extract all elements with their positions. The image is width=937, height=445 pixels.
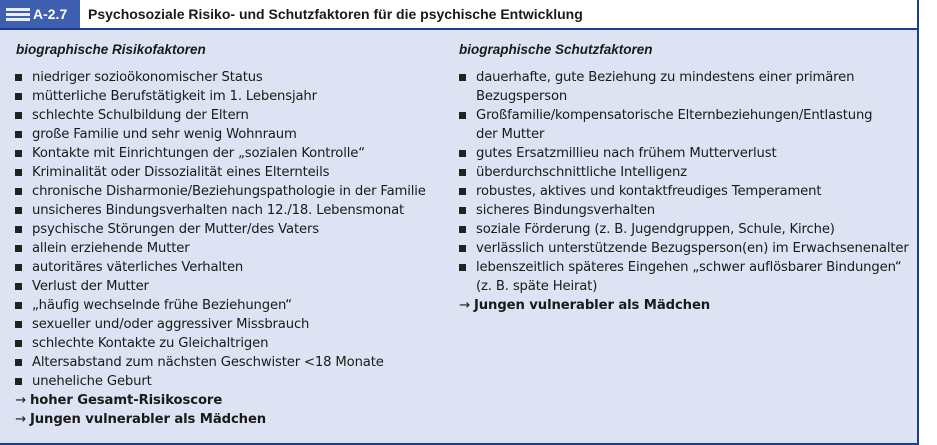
list-item: lebenszeitlich späteres Eingehen „schwer auflösbarer Bindungen“ [459,258,909,277]
list-item: Großfamilie/kompensatorische Elternbeziehungen/Entlastung [459,106,909,125]
list-item: soziale Förderung (z. B. Jugendgruppen, Schule, Kirche) [459,220,909,239]
bullet-icon [15,340,22,347]
bullet-icon [15,169,22,176]
bullet-icon [15,226,22,233]
protective-factors-column [459,40,909,315]
bullet-icon [459,150,466,157]
arrow-icon: → [459,298,470,313]
bullet-icon [15,207,22,214]
list-item: große Familie und sehr wenig Wohnraum [15,125,445,144]
list-item: überdurchschnittliche Intelligenz [459,163,909,182]
protective-factors-heading: biographische Schutzfaktoren [459,42,653,57]
list-item-continuation: Bezugsperson [476,89,568,104]
bullet-icon [15,188,22,195]
list-item: unsicheres Bindungsverhalten nach 12./18. Lebensmonat [15,201,445,220]
list-item: Kontakte mit Einrichtungen der „sozialen Kontrolle“ [15,144,445,163]
bullet-icon [459,169,466,176]
risk-factors-column [15,40,445,429]
list-item: chronische Disharmonie/Beziehungspathologie in der Familie [15,182,445,201]
list-item: robustes, aktives und kontaktfreudiges Temperament [459,182,909,201]
arrow-icon: → [15,412,26,427]
list-icon [6,8,30,22]
protective-factors-list [459,68,909,296]
bullet-icon [15,93,22,100]
list-item: niedriger sozioökonomischer Status [15,68,445,87]
bullet-icon [15,283,22,290]
list-item: psychische Störungen der Mutter/des Vaters [15,220,445,239]
bullet-icon [459,264,466,271]
conclusion-boys-vulnerable: → Jungen vulnerabler als Mädchen [15,412,267,427]
bullet-icon [15,150,22,157]
bullet-icon [15,321,22,328]
bullet-icon [459,226,466,233]
list-item: autoritäres väterliches Verhalten [15,258,445,277]
risk-factors-heading: biographische Risikofaktoren [16,42,206,57]
list-item: Kriminalität oder Dissozialität eines Elternteils [15,163,445,182]
arrow-icon: → [15,393,26,408]
bullet-icon [15,112,22,119]
table-header [0,0,917,30]
bullet-icon [15,359,22,366]
risk-factors-list [15,68,445,391]
list-item: sexueller und/oder aggressiver Missbrauch [15,315,445,334]
bullet-icon [15,131,22,138]
bullet-icon [15,74,22,81]
list-item-continuation: der Mutter [476,127,545,142]
list-item: „häufig wechselnde frühe Beziehungen“ [15,296,445,315]
bullet-icon [459,207,466,214]
bullet-icon [15,245,22,252]
table-tag [0,0,80,30]
bullet-icon [459,112,466,119]
list-item: dauerhafte, gute Beziehung zu mindestens einer primären [459,68,909,87]
list-item: mütterliche Berufstätigkeit im 1. Lebensjahr [15,87,445,106]
table-number: A-2.7 [33,6,68,22]
list-item: Verlust der Mutter [15,277,445,296]
conclusion-boys-vulnerable: → Jungen vulnerabler als Mädchen [459,298,711,313]
list-item-continuation: (z. B. späte Heirat) [476,279,598,294]
list-item: verlässlich unterstützende Bezugsperson(en) im Erwachsenenalter [459,239,909,258]
list-item: schlechte Schulbildung der Eltern [15,106,445,125]
bullet-icon [15,378,22,385]
list-item: allein erziehende Mutter [15,239,445,258]
table-title: Psychosoziale Risiko- und Schutzfaktoren für die psychische Entwicklung [80,0,917,30]
conclusion-risk-score: → hoher Gesamt-Risikoscore [15,393,223,408]
bullet-icon [15,302,22,309]
list-item: uneheliche Geburt [15,372,445,391]
bullet-icon [459,245,466,252]
bullet-icon [459,188,466,195]
list-item: gutes Ersatzmillieu nach frühem Mutterverlust [459,144,909,163]
list-item: Altersabstand zum nächsten Geschwister <18 Monate [15,353,445,372]
list-item: schlechte Kontakte zu Gleichaltrigen [15,334,445,353]
bullet-icon [15,264,22,271]
list-item: sicheres Bindungsverhalten [459,201,909,220]
bullet-icon [459,74,466,81]
